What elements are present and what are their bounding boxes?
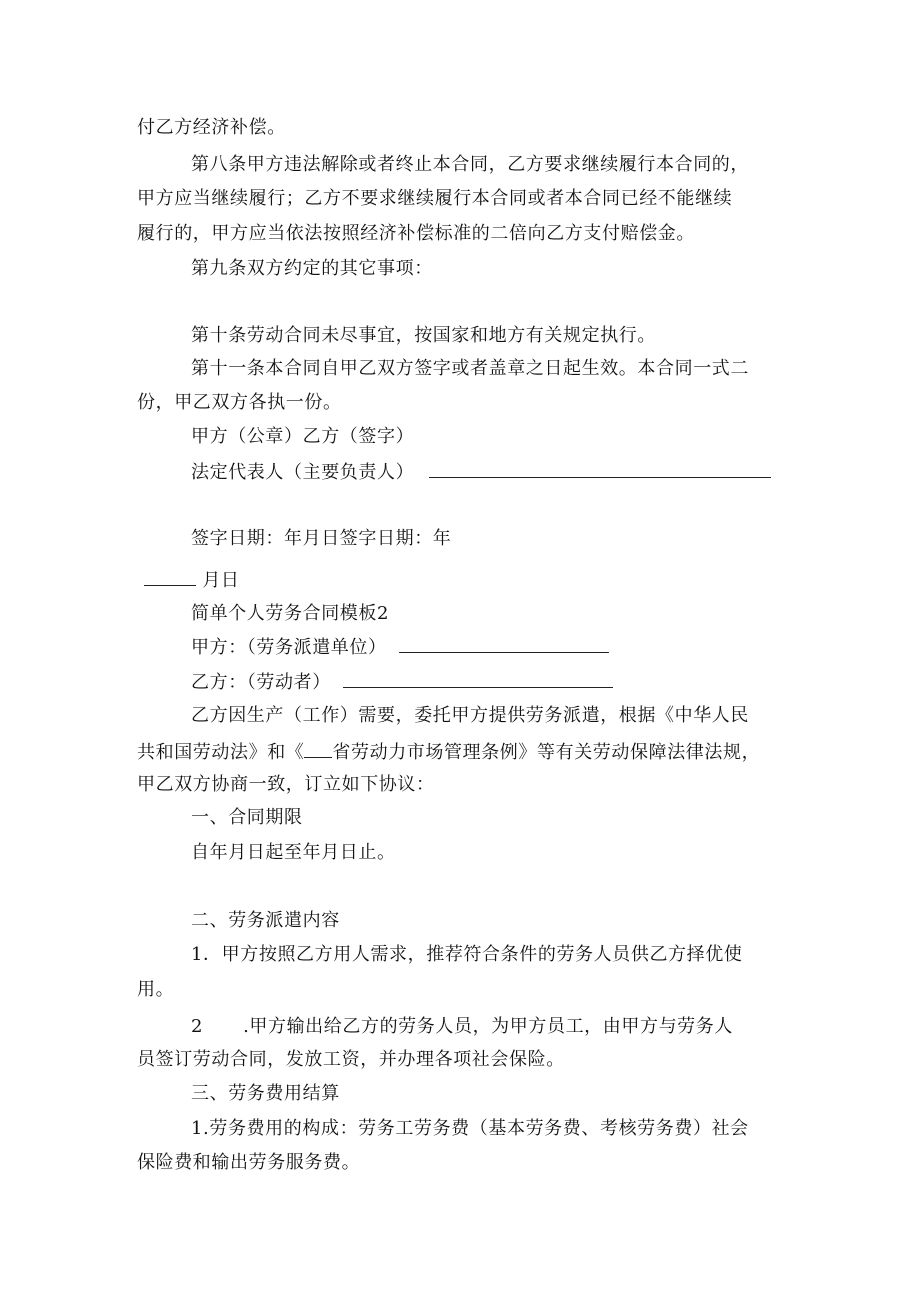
party-b-blank	[343, 669, 613, 688]
item-2-number: 2	[191, 1016, 204, 1037]
preamble-line-1: 乙方因生产（工作）需要，委托甲方提供劳务派遣，根据《中华人民	[191, 705, 749, 726]
party-a-label: 甲方：（劳务派遣单位）	[191, 637, 387, 658]
fee-composition-line-2: 保险费和输出劳务服务费。	[137, 1152, 361, 1173]
item-2-text: .甲方输出给乙方的劳务人员，为甲方员工，由甲方与劳务人	[243, 1016, 733, 1037]
party-a-blank	[399, 634, 609, 653]
article-9: 第九条双方约定的其它事项：	[191, 258, 433, 279]
month-day-label: 月日	[202, 570, 240, 591]
preamble-line-3: 甲乙双方协商一致，订立如下协议：	[137, 774, 435, 795]
contract-term-text: 自年月日起至年月日止。	[191, 842, 396, 863]
month-blank	[144, 567, 196, 586]
preamble-line-2	[137, 739, 760, 765]
party-b-label: 乙方：（劳动者）	[191, 672, 331, 693]
signing-date-line: 签字日期：年月日签字日期：年	[191, 528, 452, 549]
party-a-line	[191, 634, 609, 660]
signature-parties: 甲方（公章）乙方（签字）	[191, 426, 415, 447]
text-line: 付乙方经济补偿。	[137, 117, 286, 138]
article-8-line-2: 甲方应当继续履行；乙方不要求继续履行本合同或者本合同已经不能继续	[137, 188, 733, 209]
preamble-line-2b: 省劳动力市场管理条例》等有关劳动保障法律法规，	[332, 742, 761, 763]
heading-dispatch-content: 二、劳务派遣内容	[191, 910, 340, 931]
legal-representative-line	[191, 459, 771, 485]
legal-representative-blank	[429, 459, 771, 478]
party-b-line	[191, 669, 613, 695]
section-title: 简单个人劳务合同模板2	[191, 603, 390, 624]
preamble-line-2a: 共和国劳动法》和《	[137, 742, 305, 763]
item-2-line-1	[191, 1015, 733, 1039]
heading-contract-term: 一、合同期限	[191, 807, 303, 828]
signing-date-continuation	[144, 567, 240, 593]
heading-fee-settlement: 三、劳务费用结算	[191, 1083, 340, 1104]
province-blank	[304, 739, 332, 758]
article-11-line-1: 第十一条本合同自甲乙双方签字或者盖章之日起生效。本合同一式二	[191, 358, 749, 379]
article-8-line-1: 第八条甲方违法解除或者终止本合同，乙方要求继续履行本合同的，	[191, 154, 749, 175]
item-1-line-2: 用。	[137, 979, 175, 1000]
article-10: 第十条劳动合同未尽事宜，按国家和地方有关规定执行。	[191, 325, 656, 346]
item-2-line-2: 员签订劳动合同，发放工资，并办理各项社会保险。	[137, 1049, 565, 1070]
article-8-line-3: 履行的，甲方应当依法按照经济补偿标准的二倍向乙方支付赔偿金。	[137, 223, 695, 244]
fee-composition-line-1: 1.劳务费用的构成：劳务工劳务费（基本劳务费、考核劳务费）社会	[191, 1118, 749, 1139]
item-1-line-1: 1．甲方按照乙方用人需求，推荐符合条件的劳务人员供乙方择优使	[191, 944, 743, 965]
legal-representative-label: 法定代表人（主要负责人）	[191, 462, 415, 483]
article-11-line-2: 份，甲乙双方各执一份。	[137, 392, 342, 413]
